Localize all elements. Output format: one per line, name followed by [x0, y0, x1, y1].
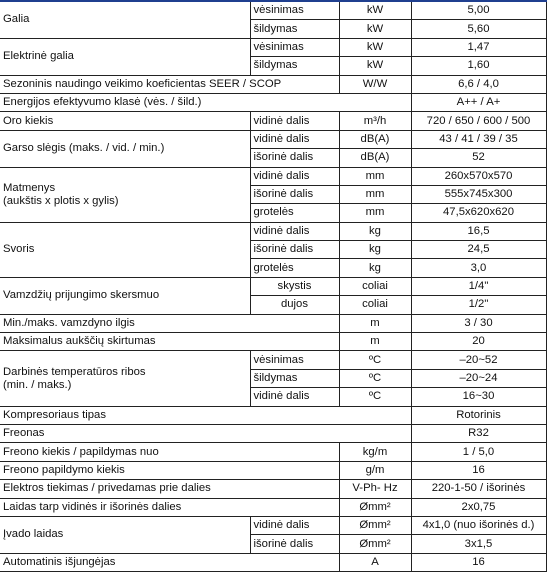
- param-subitem: grotelės: [250, 259, 339, 277]
- param-label: Matmenys (aukštis x plotis x gylis): [0, 167, 250, 222]
- param-label: Energijos efektyvumo klasė (vės. / šild.): [0, 93, 411, 111]
- param-value: 720 / 650 / 600 / 500: [411, 112, 546, 130]
- table-row: [0, 38, 546, 56]
- param-value: 52: [411, 149, 546, 167]
- table-row: [0, 351, 546, 369]
- param-subitem: vidinė dalis: [250, 112, 339, 130]
- param-value: 4x1,0 (nuo išorinės d.): [411, 516, 546, 534]
- param-label: Įvado laidas: [0, 516, 250, 553]
- param-unit: g/m: [339, 461, 411, 479]
- param-unit: ºC: [339, 388, 411, 406]
- param-label: Svoris: [0, 222, 250, 277]
- table-row: [0, 424, 546, 442]
- param-unit: kg: [339, 259, 411, 277]
- param-label: Garso slėgis (maks. / vid. / min.): [0, 130, 250, 167]
- param-unit: mm: [339, 185, 411, 203]
- param-unit: m³/h: [339, 112, 411, 130]
- param-subitem: vidinė dalis: [250, 167, 339, 185]
- param-label: Oro kiekis: [0, 112, 250, 130]
- param-label: Elektros tiekimas / privedamas prie dalies: [0, 480, 339, 498]
- table-row: [0, 480, 546, 498]
- param-value: 555x745x300: [411, 185, 546, 203]
- param-value: 3x1,5: [411, 535, 546, 553]
- param-unit: ºC: [339, 351, 411, 369]
- table-row: [0, 406, 546, 424]
- table-row: [0, 130, 546, 148]
- param-value: –20~52: [411, 351, 546, 369]
- param-unit: m: [339, 333, 411, 351]
- param-value: 16: [411, 461, 546, 479]
- table-row: [0, 461, 546, 479]
- param-unit: kW: [339, 38, 411, 56]
- param-value: 24,5: [411, 241, 546, 259]
- param-unit: kg: [339, 222, 411, 240]
- param-subitem: vėsinimas: [250, 351, 339, 369]
- table-row: [0, 333, 546, 351]
- param-label: Darbinės temperatūros ribos (min. / maks.): [0, 351, 250, 406]
- table-row: [0, 553, 546, 571]
- param-unit: kg: [339, 241, 411, 259]
- param-value: 1,60: [411, 57, 546, 75]
- param-subitem: vidinė dalis: [250, 130, 339, 148]
- param-value: 260x570x570: [411, 167, 546, 185]
- param-label: Elektrinė galia: [0, 38, 250, 75]
- param-value: 6,6 / 4,0: [411, 75, 546, 93]
- param-label: Kompresoriaus tipas: [0, 406, 411, 424]
- param-subitem: vidinė dalis: [250, 388, 339, 406]
- param-unit: kW: [339, 2, 411, 20]
- param-label: Sezoninis naudingo veikimo koeficientas SEER / SCOP: [0, 75, 339, 93]
- param-label: Freono papildymo kiekis: [0, 461, 339, 479]
- param-value: 43 / 41 / 39 / 35: [411, 130, 546, 148]
- param-subitem: dujos: [250, 296, 339, 314]
- param-label: Automatinis išjungėjas: [0, 553, 339, 571]
- param-unit: A: [339, 553, 411, 571]
- param-subitem: šildymas: [250, 369, 339, 387]
- table-row: [0, 167, 546, 185]
- param-unit: W/W: [339, 75, 411, 93]
- param-value: 3,0: [411, 259, 546, 277]
- param-subitem: išorinė dalis: [250, 535, 339, 553]
- param-unit: ºC: [339, 369, 411, 387]
- table-row: [0, 112, 546, 130]
- param-value: R32: [411, 424, 546, 442]
- param-label: Vamzdžių prijungimo skersmuo: [0, 277, 250, 314]
- param-unit: mm: [339, 204, 411, 222]
- param-subitem: šildymas: [250, 20, 339, 38]
- param-value: 2x0,75: [411, 498, 546, 516]
- param-value: 47,5x620x620: [411, 204, 546, 222]
- param-label: Min./maks. vamzdyno ilgis: [0, 314, 339, 332]
- param-unit: coliai: [339, 296, 411, 314]
- param-value: –20~24: [411, 369, 546, 387]
- param-unit: mm: [339, 167, 411, 185]
- param-value: 3 / 30: [411, 314, 546, 332]
- param-subitem: vėsinimas: [250, 38, 339, 56]
- specifications-table: [0, 2, 547, 572]
- param-value: 20: [411, 333, 546, 351]
- param-subitem: vėsinimas: [250, 2, 339, 20]
- table-row: [0, 498, 546, 516]
- table-row: [0, 277, 546, 295]
- param-value: 5,00: [411, 2, 546, 20]
- table-row: [0, 516, 546, 534]
- param-value: 16: [411, 553, 546, 571]
- param-label: Laidas tarp vidinės ir išorinės dalies: [0, 498, 339, 516]
- param-subitem: išorinė dalis: [250, 149, 339, 167]
- param-label: Maksimalus aukščių skirtumas: [0, 333, 339, 351]
- table-row: [0, 75, 546, 93]
- param-value: 16,5: [411, 222, 546, 240]
- param-subitem: skystis: [250, 277, 339, 295]
- param-unit: dB(A): [339, 130, 411, 148]
- param-unit: kW: [339, 57, 411, 75]
- param-value: 1,47: [411, 38, 546, 56]
- param-unit: m: [339, 314, 411, 332]
- param-unit: dB(A): [339, 149, 411, 167]
- param-value: 1/4": [411, 277, 546, 295]
- table-row: [0, 222, 546, 240]
- param-unit: Ømm²: [339, 498, 411, 516]
- param-label: Galia: [0, 2, 250, 38]
- param-subitem: vidinė dalis: [250, 222, 339, 240]
- param-unit: coliai: [339, 277, 411, 295]
- param-value: 1 / 5,0: [411, 443, 546, 461]
- param-value: Rotorinis: [411, 406, 546, 424]
- param-unit: kg/m: [339, 443, 411, 461]
- param-label: Freonas: [0, 424, 411, 442]
- param-value: 5,60: [411, 20, 546, 38]
- table-row: [0, 314, 546, 332]
- param-label: Freono kiekis / papildymas nuo: [0, 443, 339, 461]
- param-value: 16~30: [411, 388, 546, 406]
- param-unit: Ømm²: [339, 535, 411, 553]
- param-unit: kW: [339, 20, 411, 38]
- table-row: [0, 443, 546, 461]
- param-subitem: išorinė dalis: [250, 241, 339, 259]
- param-value: 1/2": [411, 296, 546, 314]
- param-subitem: vidinė dalis: [250, 516, 339, 534]
- param-subitem: išorinė dalis: [250, 185, 339, 203]
- param-subitem: šildymas: [250, 57, 339, 75]
- param-unit: V-Ph- Hz: [339, 480, 411, 498]
- param-subitem: grotelės: [250, 204, 339, 222]
- param-value: A++ / A+: [411, 93, 546, 111]
- table-row: [0, 2, 546, 20]
- param-unit: Ømm²: [339, 516, 411, 534]
- table-row: [0, 93, 546, 111]
- param-value: 220-1-50 / išorinės: [411, 480, 546, 498]
